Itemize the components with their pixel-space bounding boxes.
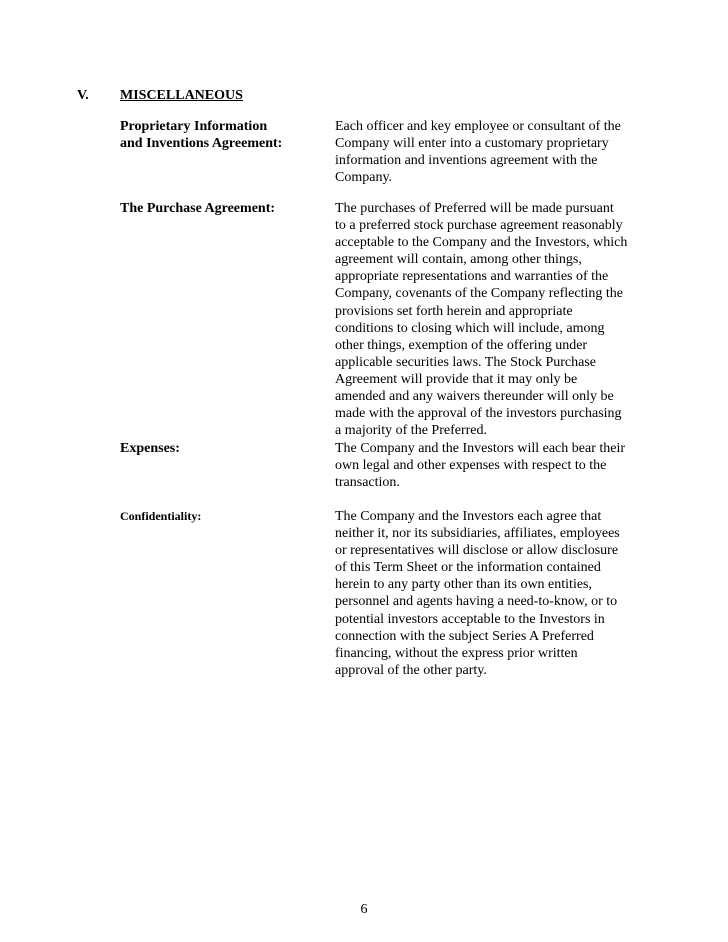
- section-number: V.: [77, 88, 89, 103]
- term-body: The Company and the Investors each agree that neither it, nor its subsidiaries, affiliates, employees or representatives will disclose or allow disclosure of this Term Sheet or the information contained herein to any party other than its own entities, personnel and agents having a need-to-know, or to potential investors acceptable to the Investors in connection with the subject Series A Preferred financing, without the express prior written approval of the other party.: [335, 509, 620, 678]
- term-body: Each officer and key employee or consultant of the Company will enter into a customary proprietary information and inventions agreement with the Company.: [335, 119, 621, 186]
- term-label: Proprietary Information and Inventions Agreement:: [120, 119, 283, 151]
- term-label: Confidentiality:: [120, 509, 202, 523]
- section-title: MISCELLANEOUS: [120, 88, 243, 103]
- term-body: The Company and the Investors will each bear their own legal and other expenses with respect to the transaction.: [335, 441, 626, 491]
- page-number: 6: [360, 902, 368, 917]
- term-label: Expenses:: [120, 441, 180, 456]
- term-body: The purchases of Preferred will be made pursuant to a preferred stock purchase agreement reasonably acceptable to the Company and the Investors, which agreement will contain, among other things, appropriate representations and warranties of the Company, covenants of the Company reflecting the provisions set forth herein and appropriate conditions to closing which will include, among other things, exemption of the offering under applicable securities laws. The Stock Purchase Agreement will provide that it may only be amended and any waivers thereunder will only be made with the approval of the investors purchasing a majority of the Preferred.: [335, 201, 628, 439]
- term-label: The Purchase Agreement:: [120, 201, 276, 216]
